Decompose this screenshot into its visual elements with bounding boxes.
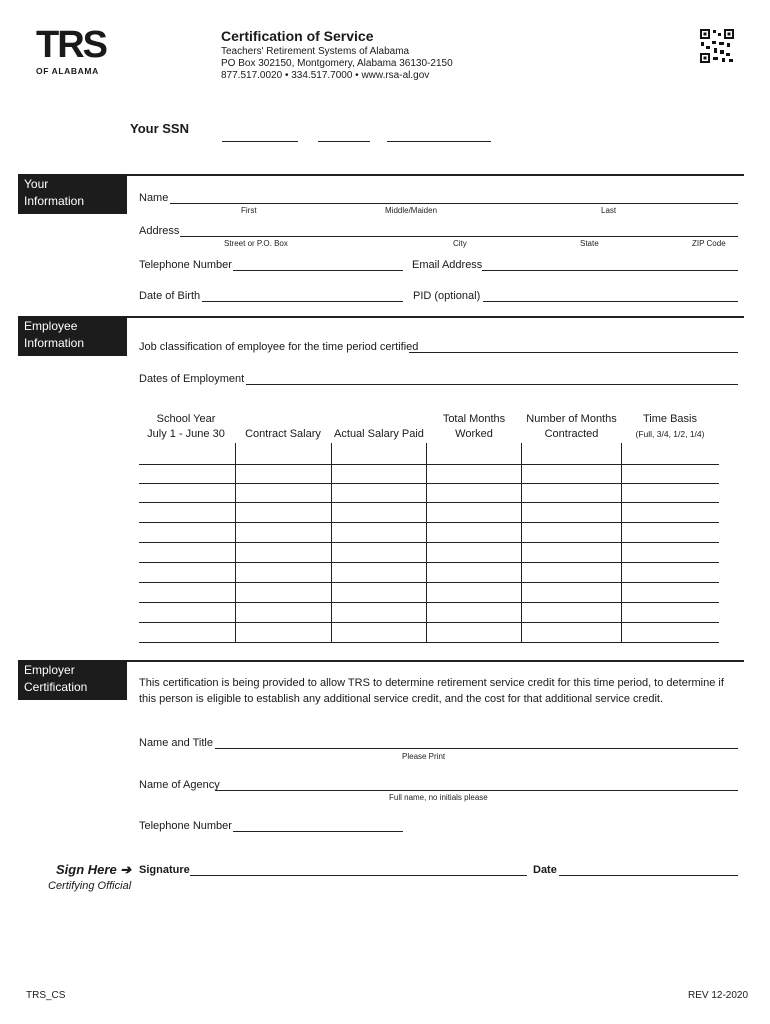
col-school-year-range: July 1 - June 30 [147,428,225,440]
table-divider [621,443,622,643]
dates-field[interactable] [246,384,738,385]
qr-code-icon [700,29,734,63]
col-months-contracted-sub: Contracted [544,428,599,440]
ssn-field-2[interactable] [318,141,370,142]
name-title-label: Name and Title [139,737,213,749]
col-time-basis-sub: (Full, 3/4, 1/2, 1/4) [635,429,705,439]
table-row[interactable] [139,522,719,523]
col-contract-salary: Contract Salary [245,428,321,440]
address-label: Address [139,225,180,237]
col-time-basis [622,412,718,442]
trs-logo [36,26,114,76]
form-title: Certification of Service [221,28,374,44]
revision-date: REV 12-2020 [688,990,749,1001]
table-divider [521,443,522,643]
section-your-information: Your Information [18,174,127,214]
sign-here-label: Sign Here ➔ [56,862,132,877]
dob-field[interactable] [202,301,403,302]
middle-caption: Middle/Maiden [385,206,438,215]
logo-subtext: OF ALABAMA [36,66,99,76]
col-months-contracted [522,412,621,442]
pid-field[interactable] [483,301,738,302]
job-class-field[interactable] [409,352,738,353]
agency-label: Name of Agency [139,779,220,791]
form-code: TRS_CS [26,990,66,1001]
logo-text: TRS [36,24,106,66]
employer-telephone-label: Telephone Number [139,820,232,832]
table-row[interactable] [139,562,719,563]
telephone-field[interactable] [233,270,403,271]
org-name: Teachers' Retirement Systems of Alabama [221,46,410,57]
table-row[interactable] [139,582,719,583]
date-label: Date [533,864,557,876]
full-name-caption: Full name, no initials please [389,793,488,802]
street-caption: Street or P.O. Box [224,239,288,248]
header-block [221,28,453,81]
section-rule [127,174,744,176]
name-field[interactable] [170,203,738,204]
first-caption: First [241,206,257,215]
agency-field[interactable] [215,790,738,791]
name-label: Name [139,192,169,204]
email-field[interactable] [482,270,738,271]
table-row[interactable] [139,483,719,484]
org-address: PO Box 302150, Montgomery, Alabama 36130-2150 [221,58,453,69]
table-divider [426,443,427,643]
col-total-months [427,412,521,442]
org-contact: 877.517.0020 • 334.517.7000 • www.rsa-al.gov [221,70,430,81]
ssn-field-1[interactable] [222,141,298,142]
name-title-field[interactable] [215,748,738,749]
please-print-caption: Please Print [402,752,446,761]
table-divider [331,443,332,643]
certifying-official-label: Certifying Official [48,880,132,892]
table-row[interactable] [139,622,719,623]
dob-label: Date of Birth [139,290,201,302]
dates-label: Dates of Employment [139,373,245,385]
section-employer-certification: Employer Certification [18,660,127,700]
section-rule [127,316,744,318]
table-row[interactable] [139,602,719,603]
col-time-basis-title: Time Basis [643,413,697,425]
table-row[interactable] [139,542,719,543]
section-rule [127,660,744,662]
col-actual-salary: Actual Salary Paid [334,428,424,440]
table-row[interactable] [139,642,719,643]
pid-label: PID (optional) [413,290,481,302]
address-field[interactable] [180,236,738,237]
table-divider [235,443,236,643]
col-school-year [138,412,234,442]
table-row[interactable] [139,502,719,503]
job-class-label: Job classification of employee for the time period certified [139,341,419,353]
employer-telephone-field[interactable] [233,831,403,832]
section-employee-information: Employee Information [18,316,127,356]
col-months-contracted-title: Number of Months [526,413,617,425]
zip-caption: ZIP Code [692,239,726,248]
col-school-year-title: School Year [156,413,216,425]
certification-statement: This certification is being provided to allow TRS to determine retirement service credit for this time period, to determine if this person is eligible to establish any additional service credit, and the cost for that additional service credit. [139,677,724,705]
col-total-months-sub: Worked [455,428,493,440]
email-label: Email Address [412,259,483,271]
city-caption: City [453,239,467,248]
col-total-months-title: Total Months [442,413,506,425]
ssn-label: Your SSN [130,121,189,136]
signature-label: Signature [139,864,190,876]
date-field[interactable] [559,875,738,876]
last-caption: Last [601,206,617,215]
telephone-label: Telephone Number [139,259,232,271]
ssn-field-3[interactable] [387,141,491,142]
table-row[interactable] [139,464,719,465]
signature-field[interactable] [190,875,527,876]
state-caption: State [580,239,599,248]
